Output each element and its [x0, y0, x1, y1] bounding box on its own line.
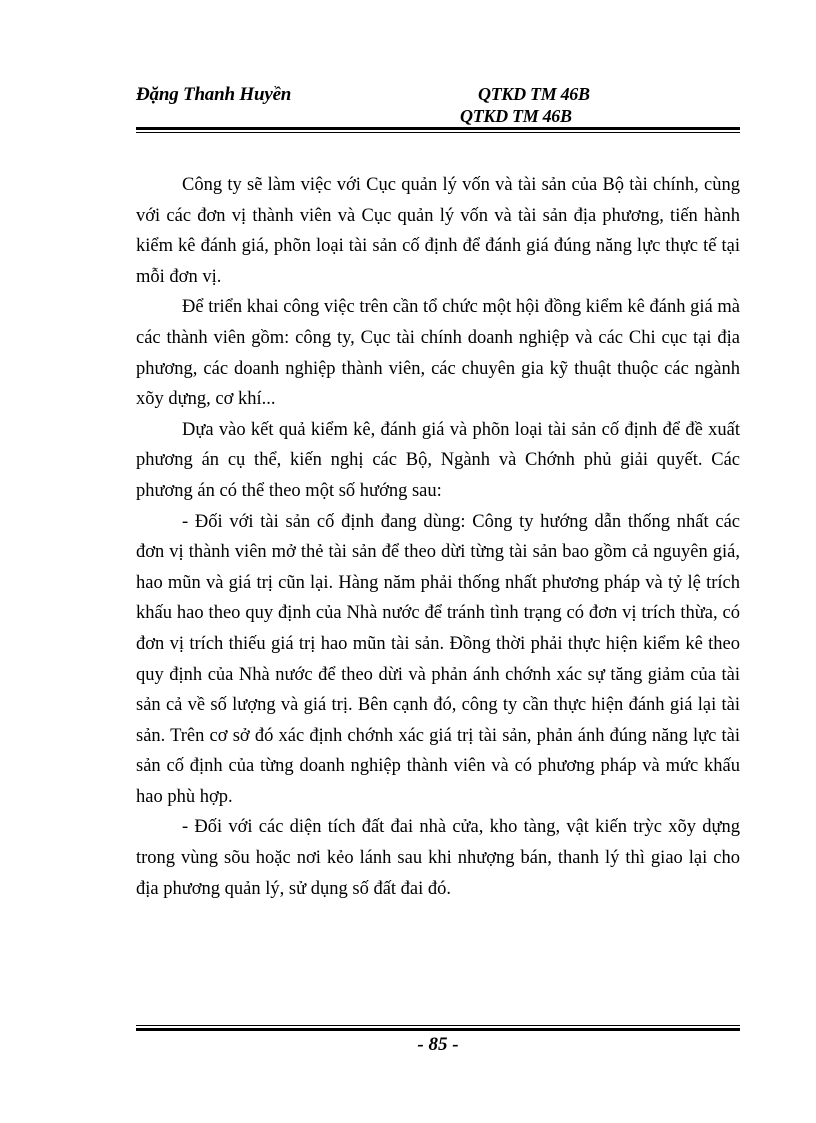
paragraph: Để triển khai công việc trên cần tổ chức một hội đồng kiểm kê đánh giá mà các thành viên gồm: công ty, Cục tài chính doanh nghiệp và các Chi cục tại địa phương, các doanh nghiệp thành viên, các chuyên gia kỹ thuật thuộc các ngành xõy dựng, cơ khí... — [136, 297, 740, 410]
author-name: Đặng Thanh Huyền — [136, 84, 292, 105]
paragraph: Dựa vào kết quả kiểm kê, đánh giá và phõn loại tài sản cố định để đề xuất phương án cụ thể, kiến nghị các Bộ, Ngành và Chớnh phủ giải quyết. Các phương án có thể theo một số hướng sau: — [136, 419, 740, 501]
header-rule-thick — [136, 127, 740, 130]
footer-rule-thick — [136, 1028, 740, 1031]
header-rule-thin — [136, 132, 740, 133]
class-code: QTKD TM 46B — [478, 84, 590, 104]
page-header — [136, 84, 740, 130]
paragraph: - Đối với các diện tích đất đai nhà cửa, kho tàng, vật kiến trỳc xõy dựng trong vùng sõu hoặc nơi kẻo lánh sau khi nhượng bán, thanh lý thì giao lại cho địa phương quản lý, sử dụng số đất đai đó. — [136, 817, 740, 899]
footer-rule-thin — [136, 1025, 740, 1026]
paragraph: - Đối với tài sản cố định đang dùng: Công ty hướng dẫn thống nhất các đơn vị thành viên mở thẻ tài sản để theo dừi từng tài sản bao gồm cả nguyên giá, hao mũn và giá trị cũn lại. Hàng năm phải thống nhất phương pháp và tỷ lệ trích khấu hao theo quy định của Nhà nước để tránh tình trạng có đơn vị trích thừa, có đơn vị trích thiếu giá trị hao mũn tài sản. Đồng thời phải thực hiện kiểm kê theo quy định của Nhà nước để theo dừi và phản ánh chớnh xác sự tăng giảm của tài sản cả về số lượng và giá trị. Bên cạnh đó, công ty cần thực hiện đánh giá lại tài sản. Trên cơ sở đó xác định chớnh xác giá trị tài sản, phản ánh đúng năng lực tài sản cố định của từng doanh nghiệp thành viên và có phương pháp và mức khấu hao phù hợp. — [136, 511, 740, 807]
document-body — [136, 170, 740, 904]
paragraph: Công ty sẽ làm việc với Cục quản lý vốn và tài sản của Bộ tài chính, cùng với các đơn vị thành viên và Cục quản lý vốn và tài sản địa phương, tiến hành kiểm kê đánh giá, phõn loại tài sản cố định để đánh giá đúng năng lực thực tế tại mỗi đơn vị. — [136, 175, 740, 287]
class-code-repeat: QTKD TM 46B — [460, 106, 572, 126]
page-number: - 85 - — [417, 1034, 459, 1055]
